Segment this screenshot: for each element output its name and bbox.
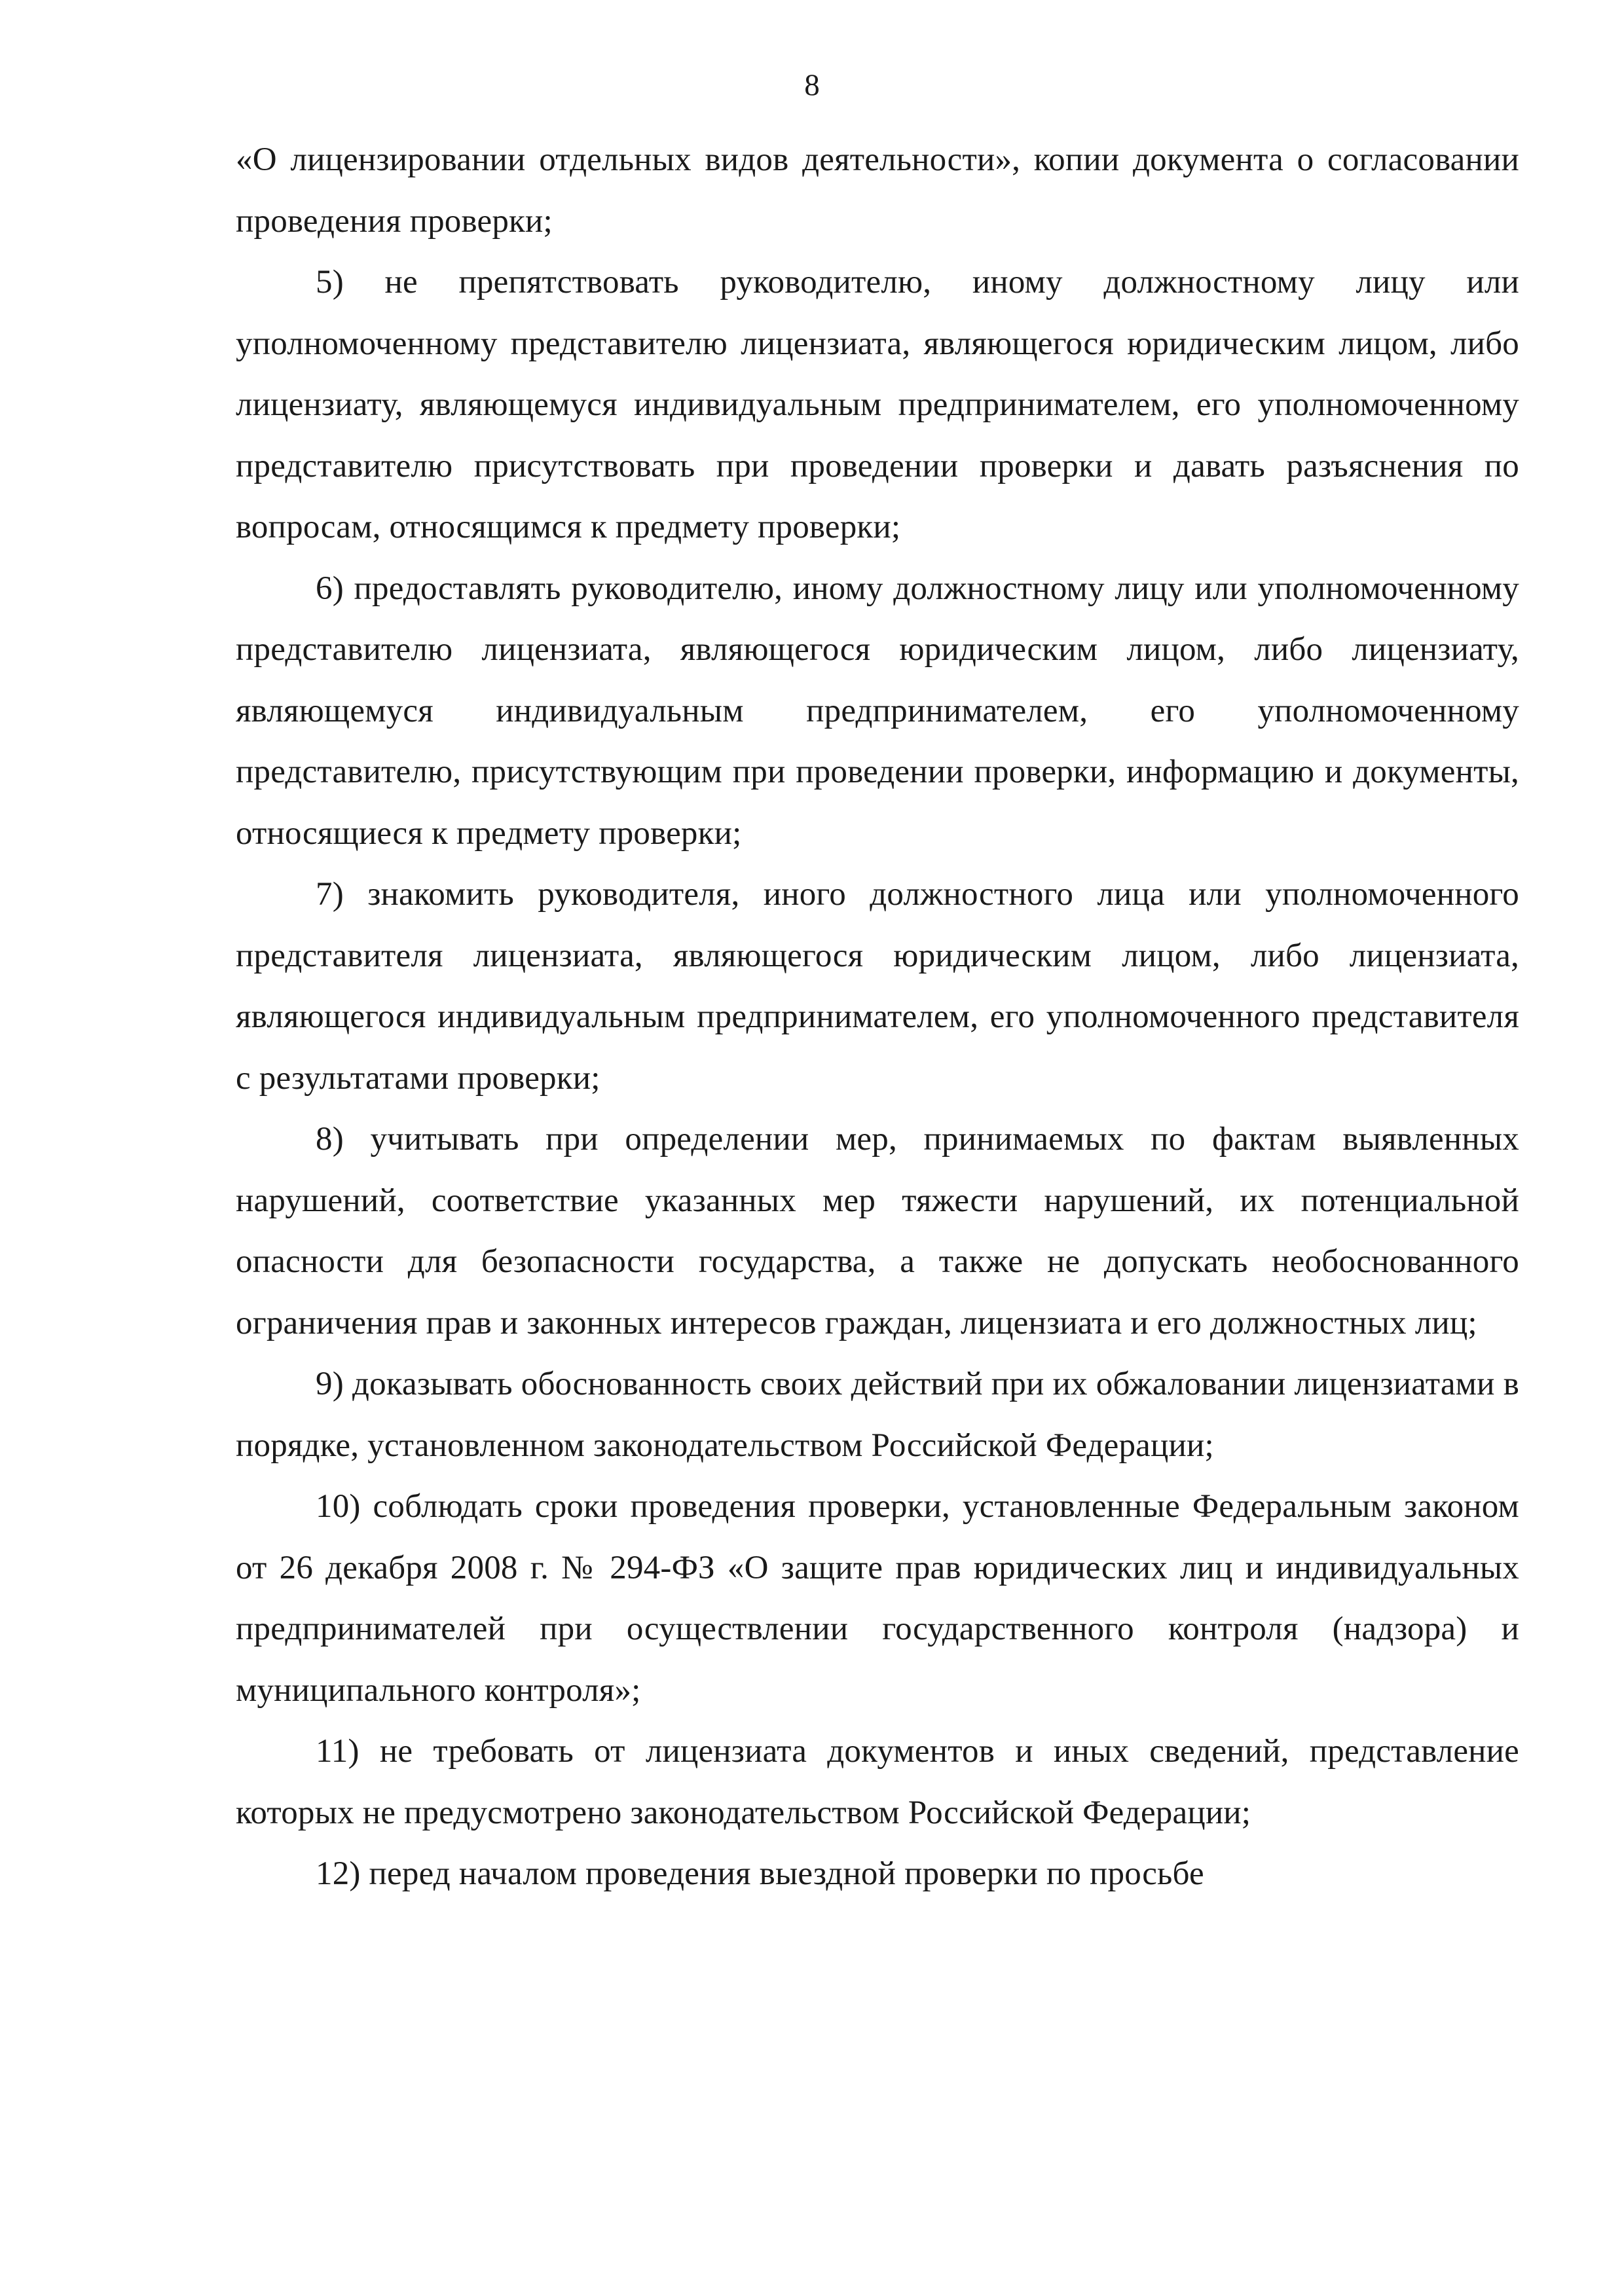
list-item-6: 6) предоставлять руководителю, иному должностному лицу или уполномоченному представителю лицензиата, являющегося юридическим лицом, либо лицензиату, являющемуся индивидуальным предпринимателем, его уполномоченному представителю, присутствующим при проведении проверки, информацию и документы, относящиеся к предмету проверки;	[236, 570, 1519, 852]
list-item-7: 7) знакомить руководителя, иного должностного лица или уполномоченного представителя лицензиата, являющегося юридическим лицом, либо лицензиата, являющегося индивидуальным предпринимателем, его уполномоченного представителя с результатами проверки;	[236, 876, 1519, 1097]
document-body	[236, 130, 1519, 1905]
list-item-11: 11) не требовать от лицензиата документов и иных сведений, представление которых не предусмотрено законодательством Российской Федерации;	[236, 1733, 1519, 1831]
list-item-5: 5) не препятствовать руководителю, иному должностному лицу или уполномоченному представителю лицензиата, являющегося юридическим лицом, либо лицензиату, являющемуся индивидуальным предпринимателем, его уполномоченному представителю присутствовать при проведении проверки и давать разъяснения по вопросам, относящимся к предмету проверки;	[236, 264, 1519, 545]
page-number: 8	[804, 68, 820, 102]
list-item-12: 12) перед началом проведения выездной проверки по просьбе	[316, 1855, 1204, 1892]
paragraph-continuation: «О лицензировании отдельных видов деятельности», копии документа о согласовании проведения проверки;	[236, 141, 1519, 240]
list-item-8: 8) учитывать при определении мер, принимаемых по фактам выявленных нарушений, соответствие указанных мер тяжести нарушений, их потенциальной опасности для безопасности государства, а также не допускать необоснованного ограничения прав и законных интересов граждан, лицензиата и его должностных лиц;	[236, 1121, 1519, 1341]
list-item-10: 10) соблюдать сроки проведения проверки, установленные Федеральным законом от 26 декабря 2008 г. № 294-ФЗ «О защите прав юридических лиц и индивидуальных предпринимателей при осуществлении государственного контроля (надзора) и муниципального контроля»;	[236, 1488, 1519, 1709]
list-item-9: 9) доказывать обоснованность своих действий при их обжаловании лицензиатами в порядке, установленном законодательством Российской Федерации;	[236, 1366, 1519, 1464]
